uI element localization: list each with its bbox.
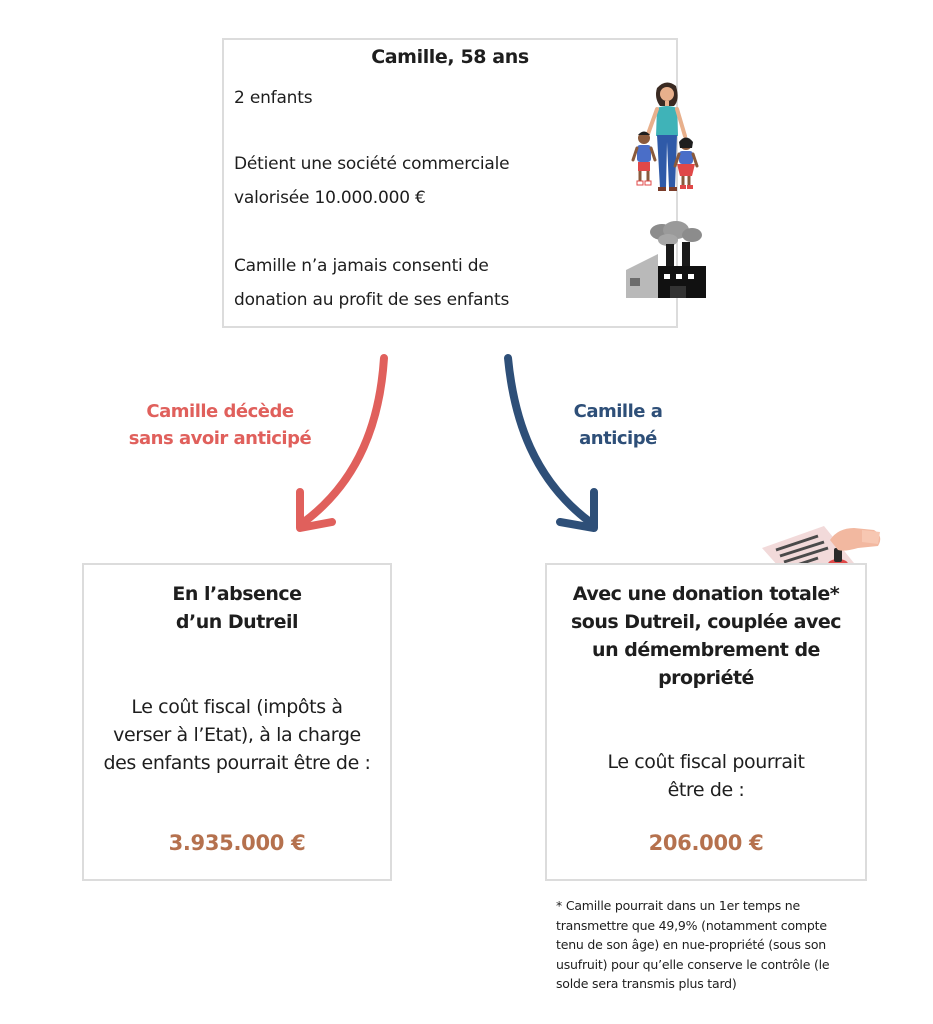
scenario-right-heading-line2: sous Dutreil, couplée avec (570, 611, 841, 633)
profile-donation-line2: donation au profit de ses enfants (234, 290, 510, 310)
scenario-right-card (545, 563, 867, 881)
profile-donation-line1: Camille n’a jamais consenti de (234, 256, 489, 276)
right-branch-label-line1: Camille a (573, 401, 663, 422)
profile-children: 2 enfants (234, 88, 313, 108)
footnote-line2: transmettre que 49,9% (notamment compte (556, 917, 827, 933)
scenario-left-text-line3: des enfants pourrait être de : (103, 752, 371, 774)
scenario-left-heading-line2: d’un Dutreil (175, 611, 299, 633)
footnote (556, 896, 876, 994)
profile-card (222, 38, 678, 328)
profile-company-line2: valorisée 10.000.000 € (234, 188, 426, 208)
footnote-line1: * Camille pourrait dans un 1er temps ne (556, 898, 801, 913)
scenario-left-heading-line1: En l’absence (172, 583, 302, 605)
left-branch-label-line1: Camille décède (146, 401, 294, 422)
scenario-right-heading-line3: un démembrement de (592, 639, 820, 661)
footnote-line3: tenu de son âge) en nue-propriété (sous son (556, 937, 827, 952)
factory-icon (624, 220, 708, 300)
profile-title: Camille, 58 ans (371, 46, 529, 68)
left-branch-label (100, 398, 340, 452)
footnote-line4: usufruit) pour qu’elle conserve le contrôle (le (556, 956, 830, 972)
scenario-right-heading-line4: propriété (658, 667, 754, 689)
scenario-right-amount: 206.000 € (648, 831, 764, 855)
family-icon (630, 78, 706, 194)
footnote-line5: solde sera transmis plus tard) (556, 976, 737, 991)
scenario-left-text-line2: verser à l’Etat), à la charge (113, 724, 361, 746)
right-branch-label (548, 398, 688, 452)
scenario-left-text-line1: Le coût fiscal (impôts à (131, 696, 343, 718)
right-branch-label-line2: anticipé (579, 428, 657, 449)
scenario-left-amount: 3.935.000 € (168, 831, 306, 855)
scenario-right-text-line2: être de : (667, 779, 745, 801)
left-branch-label-line2: sans avoir anticipé (128, 428, 312, 449)
scenario-right-heading-line1: Avec une donation totale* (572, 583, 840, 605)
scenario-left-card (82, 563, 392, 881)
scenario-right-text-line1: Le coût fiscal pourrait (607, 751, 805, 773)
profile-company-line1: Détient une société commerciale (234, 154, 510, 174)
